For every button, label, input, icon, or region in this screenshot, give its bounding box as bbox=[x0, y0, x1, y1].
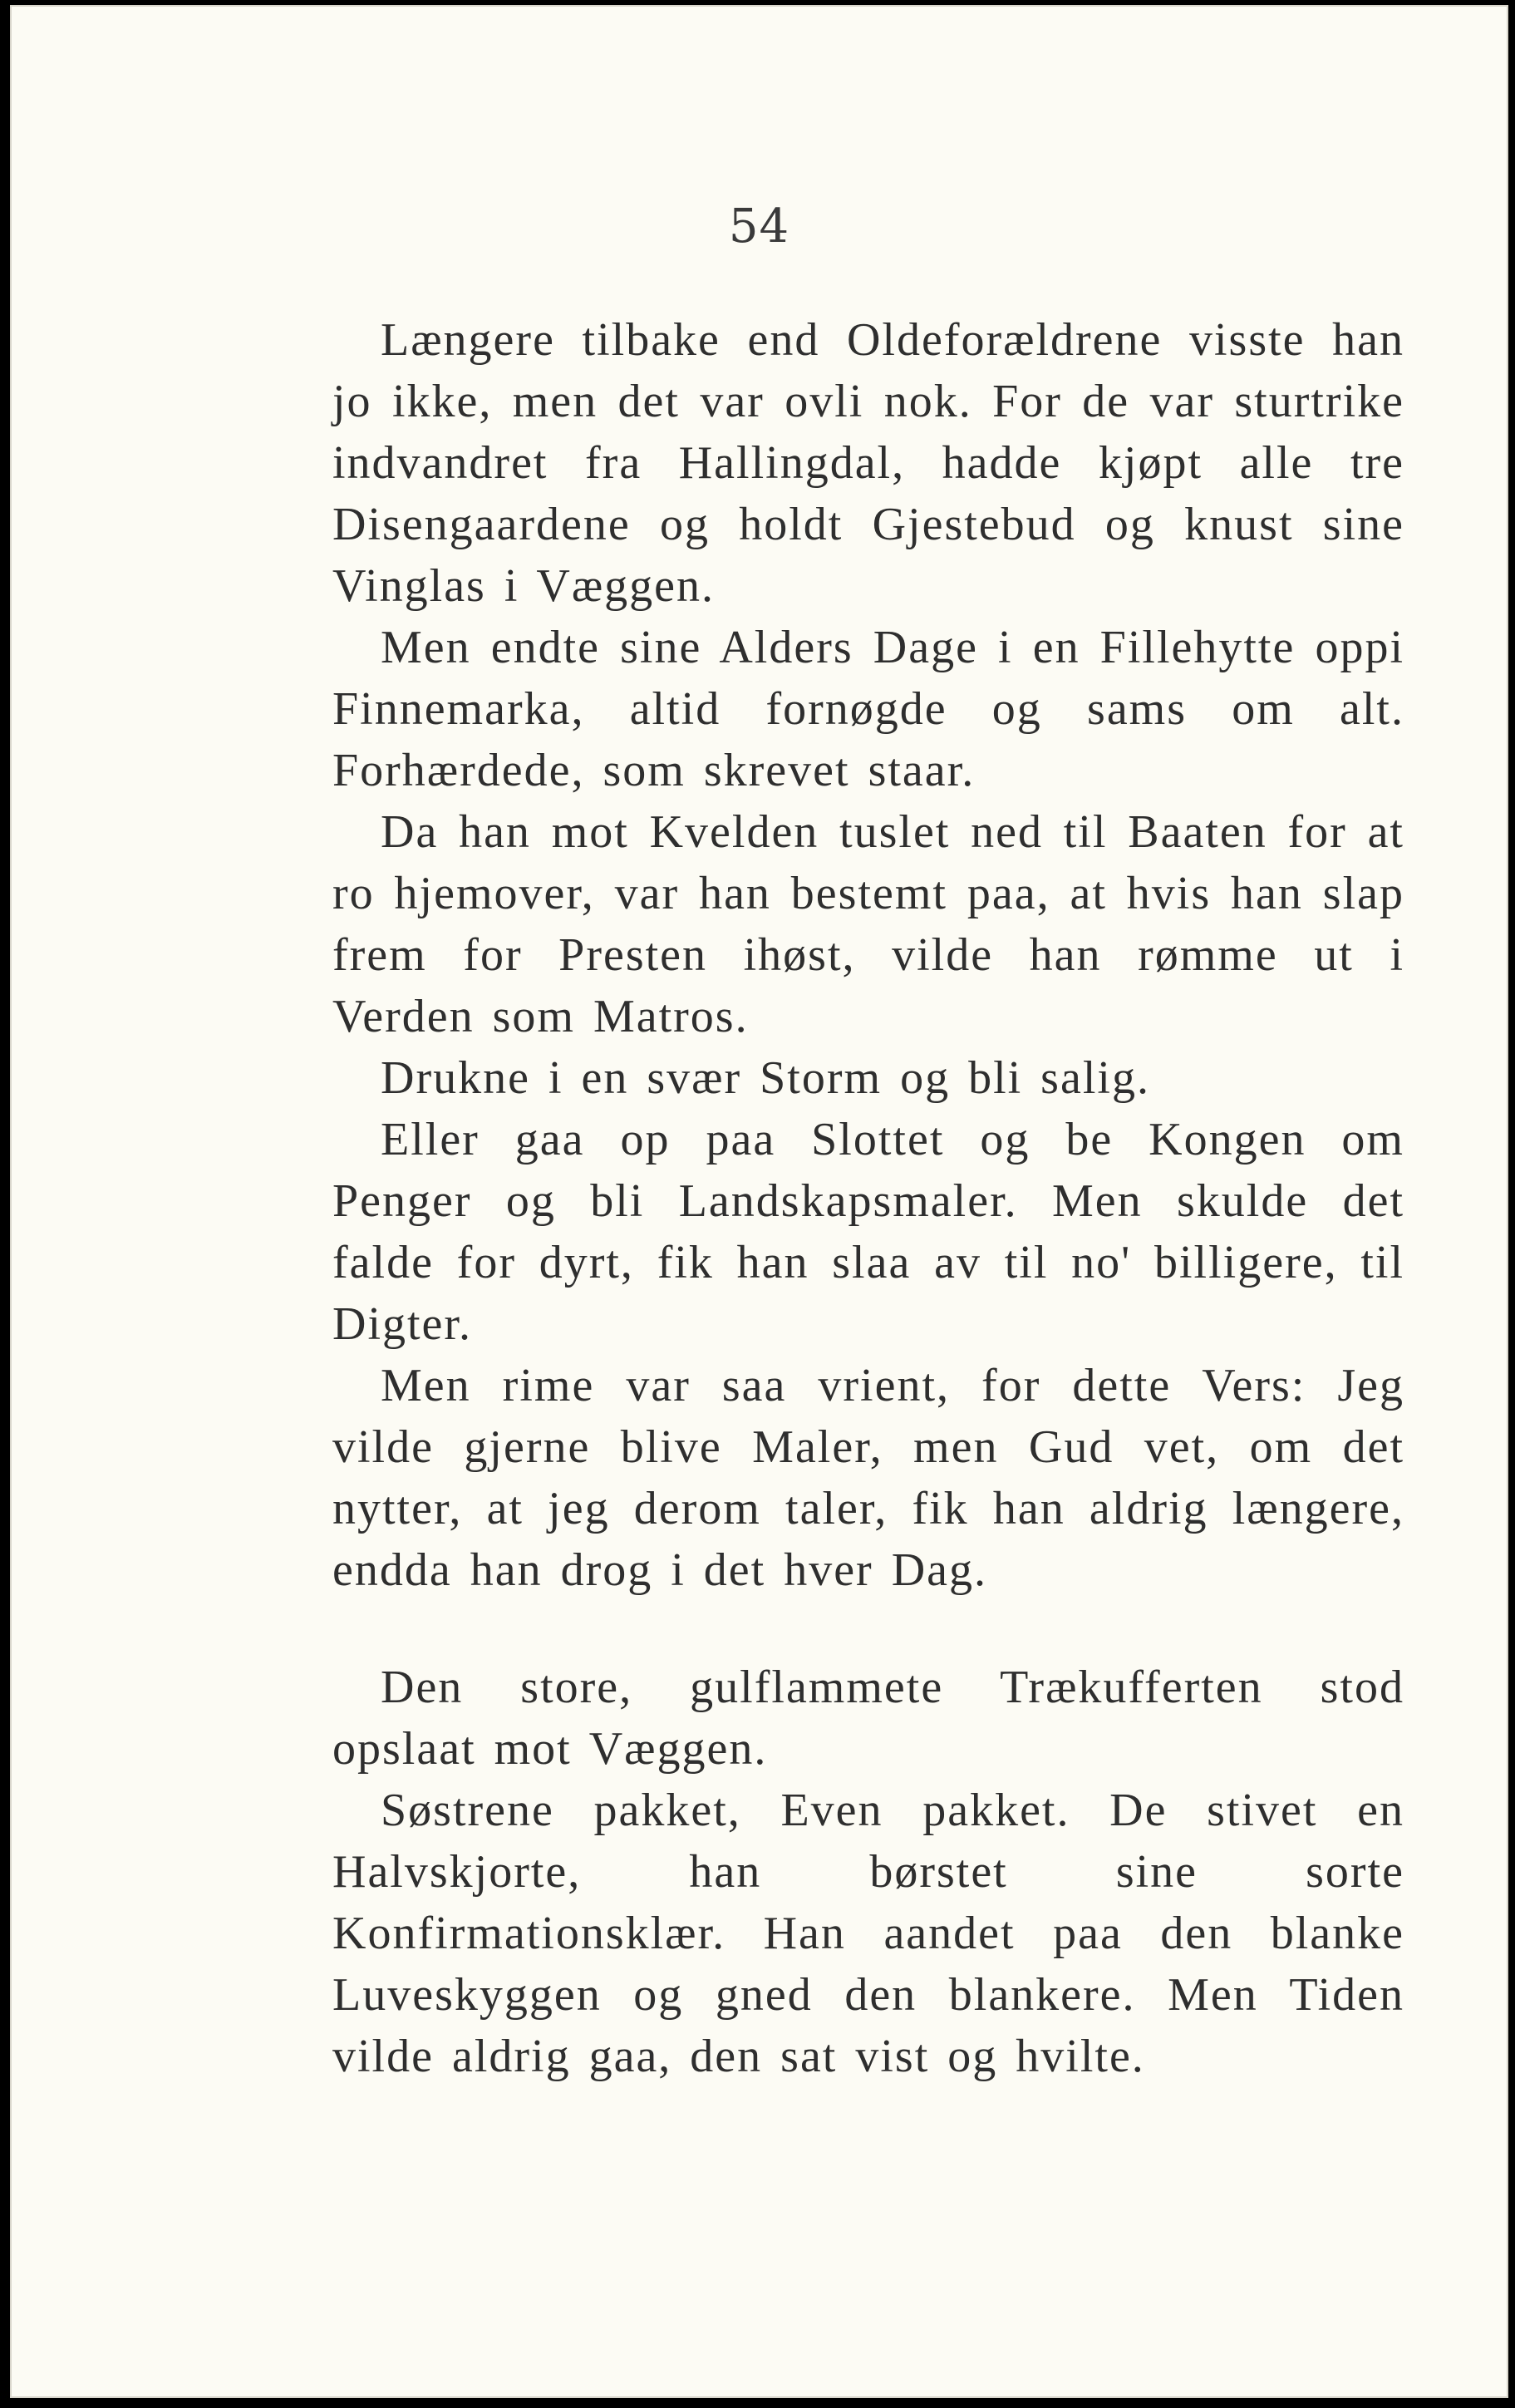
text-section-1 bbox=[332, 309, 1404, 1601]
page-number: 54 bbox=[728, 199, 790, 254]
paragraph: Eller gaa op paa Slottet og be Kongen om Penger og bli Landskapsmaler. Men skulde det falde for dyrt, fik han slaa av til no' billigere, til Digter. bbox=[332, 1114, 1404, 1350]
paragraph: Da han mot Kvelden tuslet ned til Baaten for at ro hjemover, var han bestemt paa, at hvis han slap frem for Presten ihøst, vilde han rømme ut i Verden som Matros. bbox=[332, 806, 1404, 1042]
book-page bbox=[10, 5, 1508, 2398]
text-section-2 bbox=[332, 1657, 1404, 2087]
paragraph: Drukne i en svær Storm og bli salig. bbox=[381, 1052, 1150, 1104]
paragraph: Den store, gulflammete Trækufferten stod opslaat mot Væggen. bbox=[332, 1662, 1404, 1775]
paragraph: Men rime var saa vrient, for dette Vers: Jeg vilde gjerne blive Maler, men Gud vet, om det nytter, at jeg derom taler, fik han aldrig længere, endda han drog i det hver Dag. bbox=[332, 1360, 1404, 1596]
paragraph: Men endte sine Alders Dage i en Fillehytte oppi Finnemarka, altid fornøgde og sams om alt. Forhærdede, som skrevet staar. bbox=[332, 622, 1404, 796]
paragraph: Søstrene pakket, Even pakket. De stivet en Halvskjorte, han børstet sine sorte Konfirmationsklær. Han aandet paa den blanke Luveskyggen og gned den blankere. Men Tiden vilde aldrig gaa, den sat vist og hvilte. bbox=[332, 1785, 1404, 2082]
paragraph: Længere tilbake end Oldeforældrene visste han jo ikke, men det var ovli nok. For de var sturtrike indvandret fra Hallingdal, hadde kjøpt alle tre Disengaardene og holdt Gjestebud og knust sine Vinglas i Væggen. bbox=[332, 314, 1404, 612]
